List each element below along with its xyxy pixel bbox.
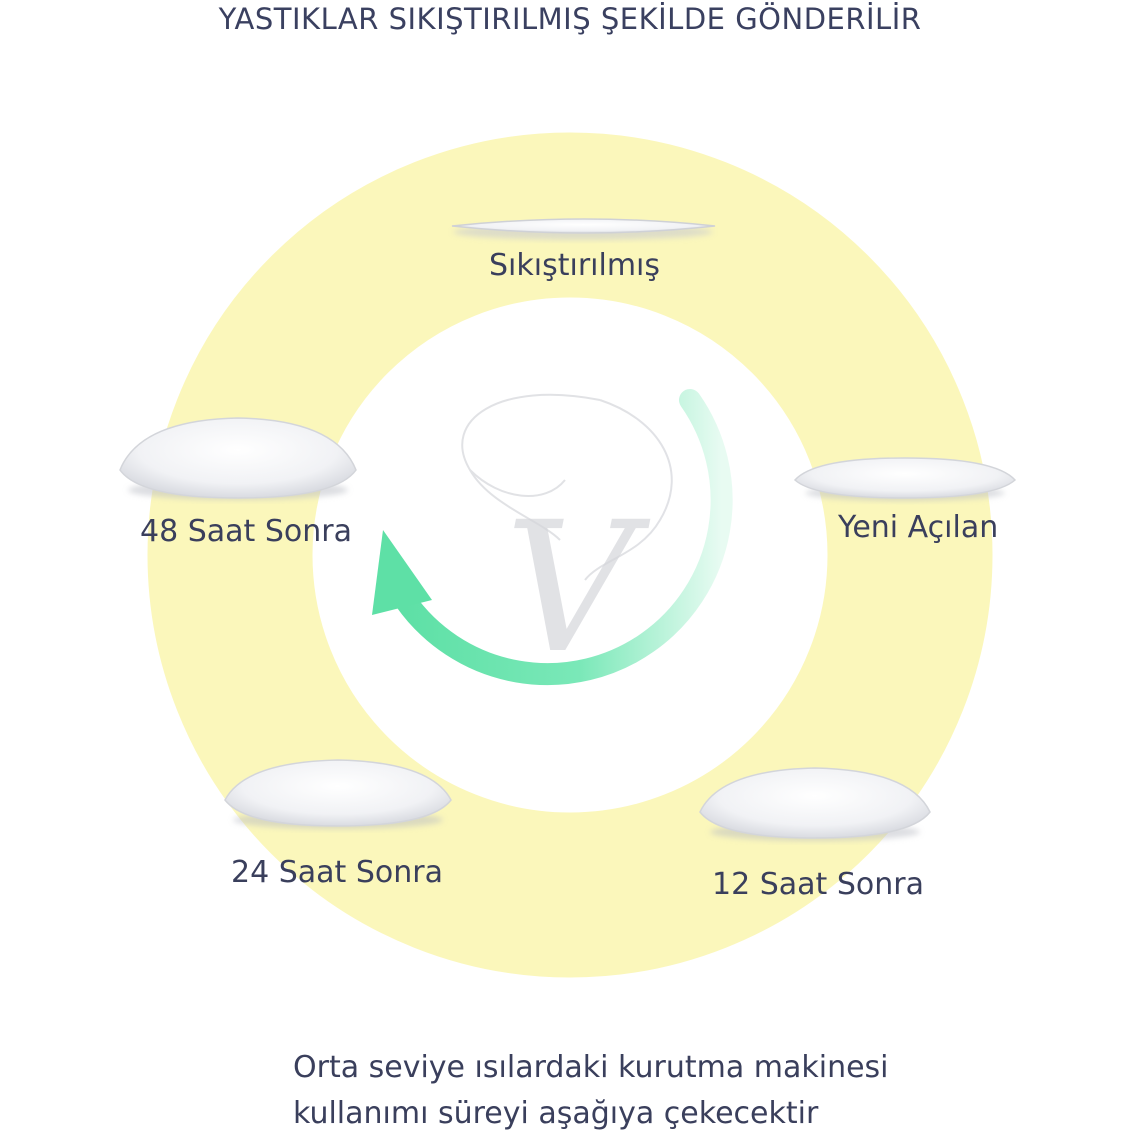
compressed-pillow [452, 219, 715, 240]
cycle-arrow-head [372, 530, 432, 615]
label-just-opened: Yeni Açılan [838, 510, 999, 545]
page-title: YASTIKLAR SIKIŞTIRILMIŞ ŞEKİLDE GÖNDERİLİR [218, 2, 922, 36]
label-compressed: Sıkıştırılmış [489, 248, 661, 283]
label-24h: 24 Saat Sonra [231, 855, 443, 890]
footer-line-2: kullanımı süreyi aşağıya çekecektir [293, 1096, 819, 1131]
footer-line-1: Orta seviye ısılardaki kurutma makinesi [293, 1050, 889, 1085]
label-48h: 48 Saat Sonra [140, 514, 352, 549]
footer-note [293, 1045, 889, 1137]
pillow-just-opened [795, 458, 1015, 501]
logo-letter: V [505, 484, 635, 693]
label-12h: 12 Saat Sonra [712, 867, 924, 902]
